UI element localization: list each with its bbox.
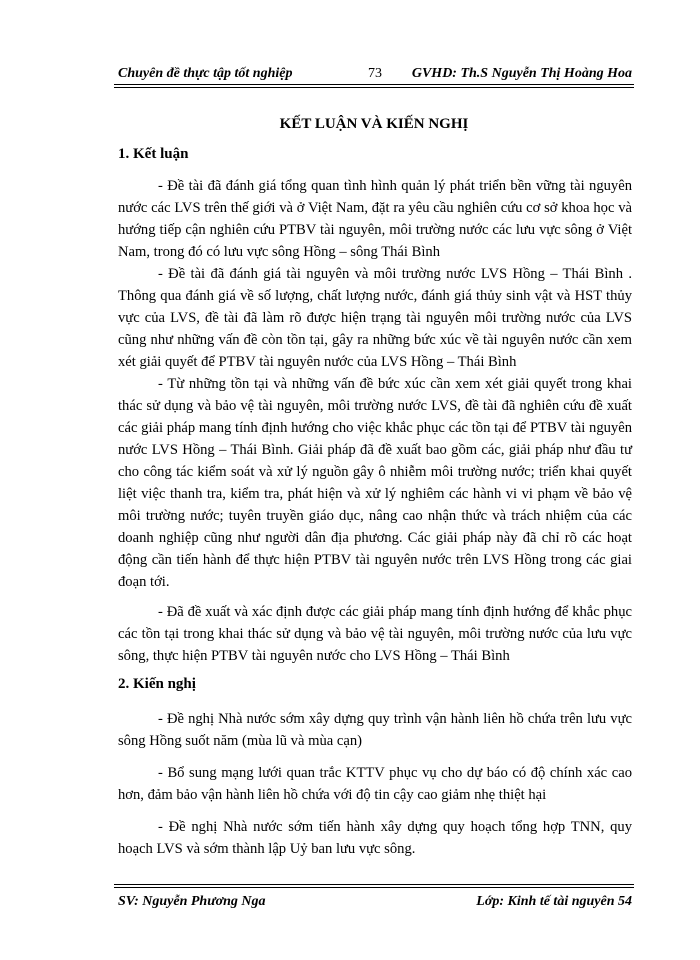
header-course-title: Chuyên đề thực tập tốt nghiệp [118,66,293,81]
conclusion-paragraph-2: - Đề tài đã đánh giá tài nguyên và môi trường nước LVS Hồng – Thái Bình . Thông qua đánh giá về số lượng, chất lượng nước, đánh giá thủy sinh vật và HST thủy vực của LVS, đề tài đã làm rõ được hiện trạng tài nguyên môi trường nước của LVS cũng như những vấn đề còn tồn tại, gây ra những bức xúc về tài nguyên nước cần xem xét giải quyết để PTBV tài nguyên nước của LVS Hồng – Thái Bình [118,266,632,370]
recommendation-paragraph-1: - Đề nghị Nhà nước sớm xây dựng quy trình vận hành liên hồ chứa trên lưu vực sông Hồng suốt năm (mùa lũ và mùa cạn) [118,711,632,749]
footer-student: SV: Nguyễn Phương Nga [118,894,266,909]
footer-rule-thin [114,884,634,885]
page-footer [118,892,632,914]
conclusion-paragraph-1: - Đề tài đã đánh giá tổng quan tình hình quản lý phát triển bền vững tài nguyên nước các LVS trên thế giới và ở Việt Nam, đặt ra yêu cầu nghiên cứu cơ sở khoa học và hướng tiếp cận nghiên cứu PTBV tài nguyên, môi trường nước các lưu vực sông ở Việt Nam, trong đó có lưu vực sông Hồng – sông Thái Bình [118,178,632,260]
recommendation-paragraph-3: - Đề nghị Nhà nước sớm tiến hành xây dựng quy hoạch tổng hợp TNN, quy hoạch LVS và sớm thành lập Uỷ ban lưu vực sông. [118,819,632,857]
recommendation-paragraph-2: - Bổ sung mạng lưới quan trắc KTTV phục vụ cho dự báo có độ chính xác cao hơn, đảm bảo vận hành liên hồ chứa với độ tin cậy cao giảm nhẹ thiệt hại [118,765,632,803]
header-rule-second [114,87,634,88]
section-heading-conclusion: 1. Kết luận [118,146,189,162]
header-supervisor: GVHD: Th.S Nguyễn Thị Hoàng Hoa [411,66,632,81]
conclusion-paragraph-4: - Đã đề xuất và xác định được các giải pháp mang tính định hướng để khắc phục các tồn tại trong khai thác sử dụng và bảo vệ tài nguyên, môi trường nước của lưu vực sông, thực hiện PTBV tài nguyên nước cho LVS Hồng – Thái Bình [118,604,632,664]
footer-rule-second [114,887,634,888]
footer-class: Lớp: Kinh tế tài nguyên 54 [476,894,632,909]
page-header [118,64,632,86]
header-rule-thin [114,84,634,85]
page-number: 73 [368,66,382,81]
page-title: KẾT LUẬN VÀ KIẾN NGHỊ [279,116,469,132]
conclusion-paragraph-3: - Từ những tồn tại và những vấn đề bức xúc cần xem xét giải quyết trong khai thác sử dụng và bảo vệ tài nguyên, môi trường nước LVS, đề tài đã nghiên cứu đề xuất các giải pháp mang tính định hướng cho việc khắc phục các tồn tại để PTBV tài nguyên nước LVS Hồng – Thái Bình. Giải pháp đã đề xuất bao gồm các, giải pháp như đầu tư cho công tác kiểm soát và xử lý nguồn gây ô nhiễm môi trường nước; triển khai quyết liệt việc thanh tra, kiểm tra, phát hiện và xử lý nghiêm các hành vi vi phạm về bảo vệ môi trường nước; tuyên truyền giáo dục, nâng cao nhận thức và trách nhiệm của các doanh nghiệp cũng như người dân địa phương. Các giải pháp này đã chỉ rõ các hoạt động cần tiến hành để thực hiện PTBV tài nguyên nước trên LVS Hồng trong các giai đoạn tới. [118,376,632,590]
section-heading-recommendation: 2. Kiến nghị [118,676,196,692]
